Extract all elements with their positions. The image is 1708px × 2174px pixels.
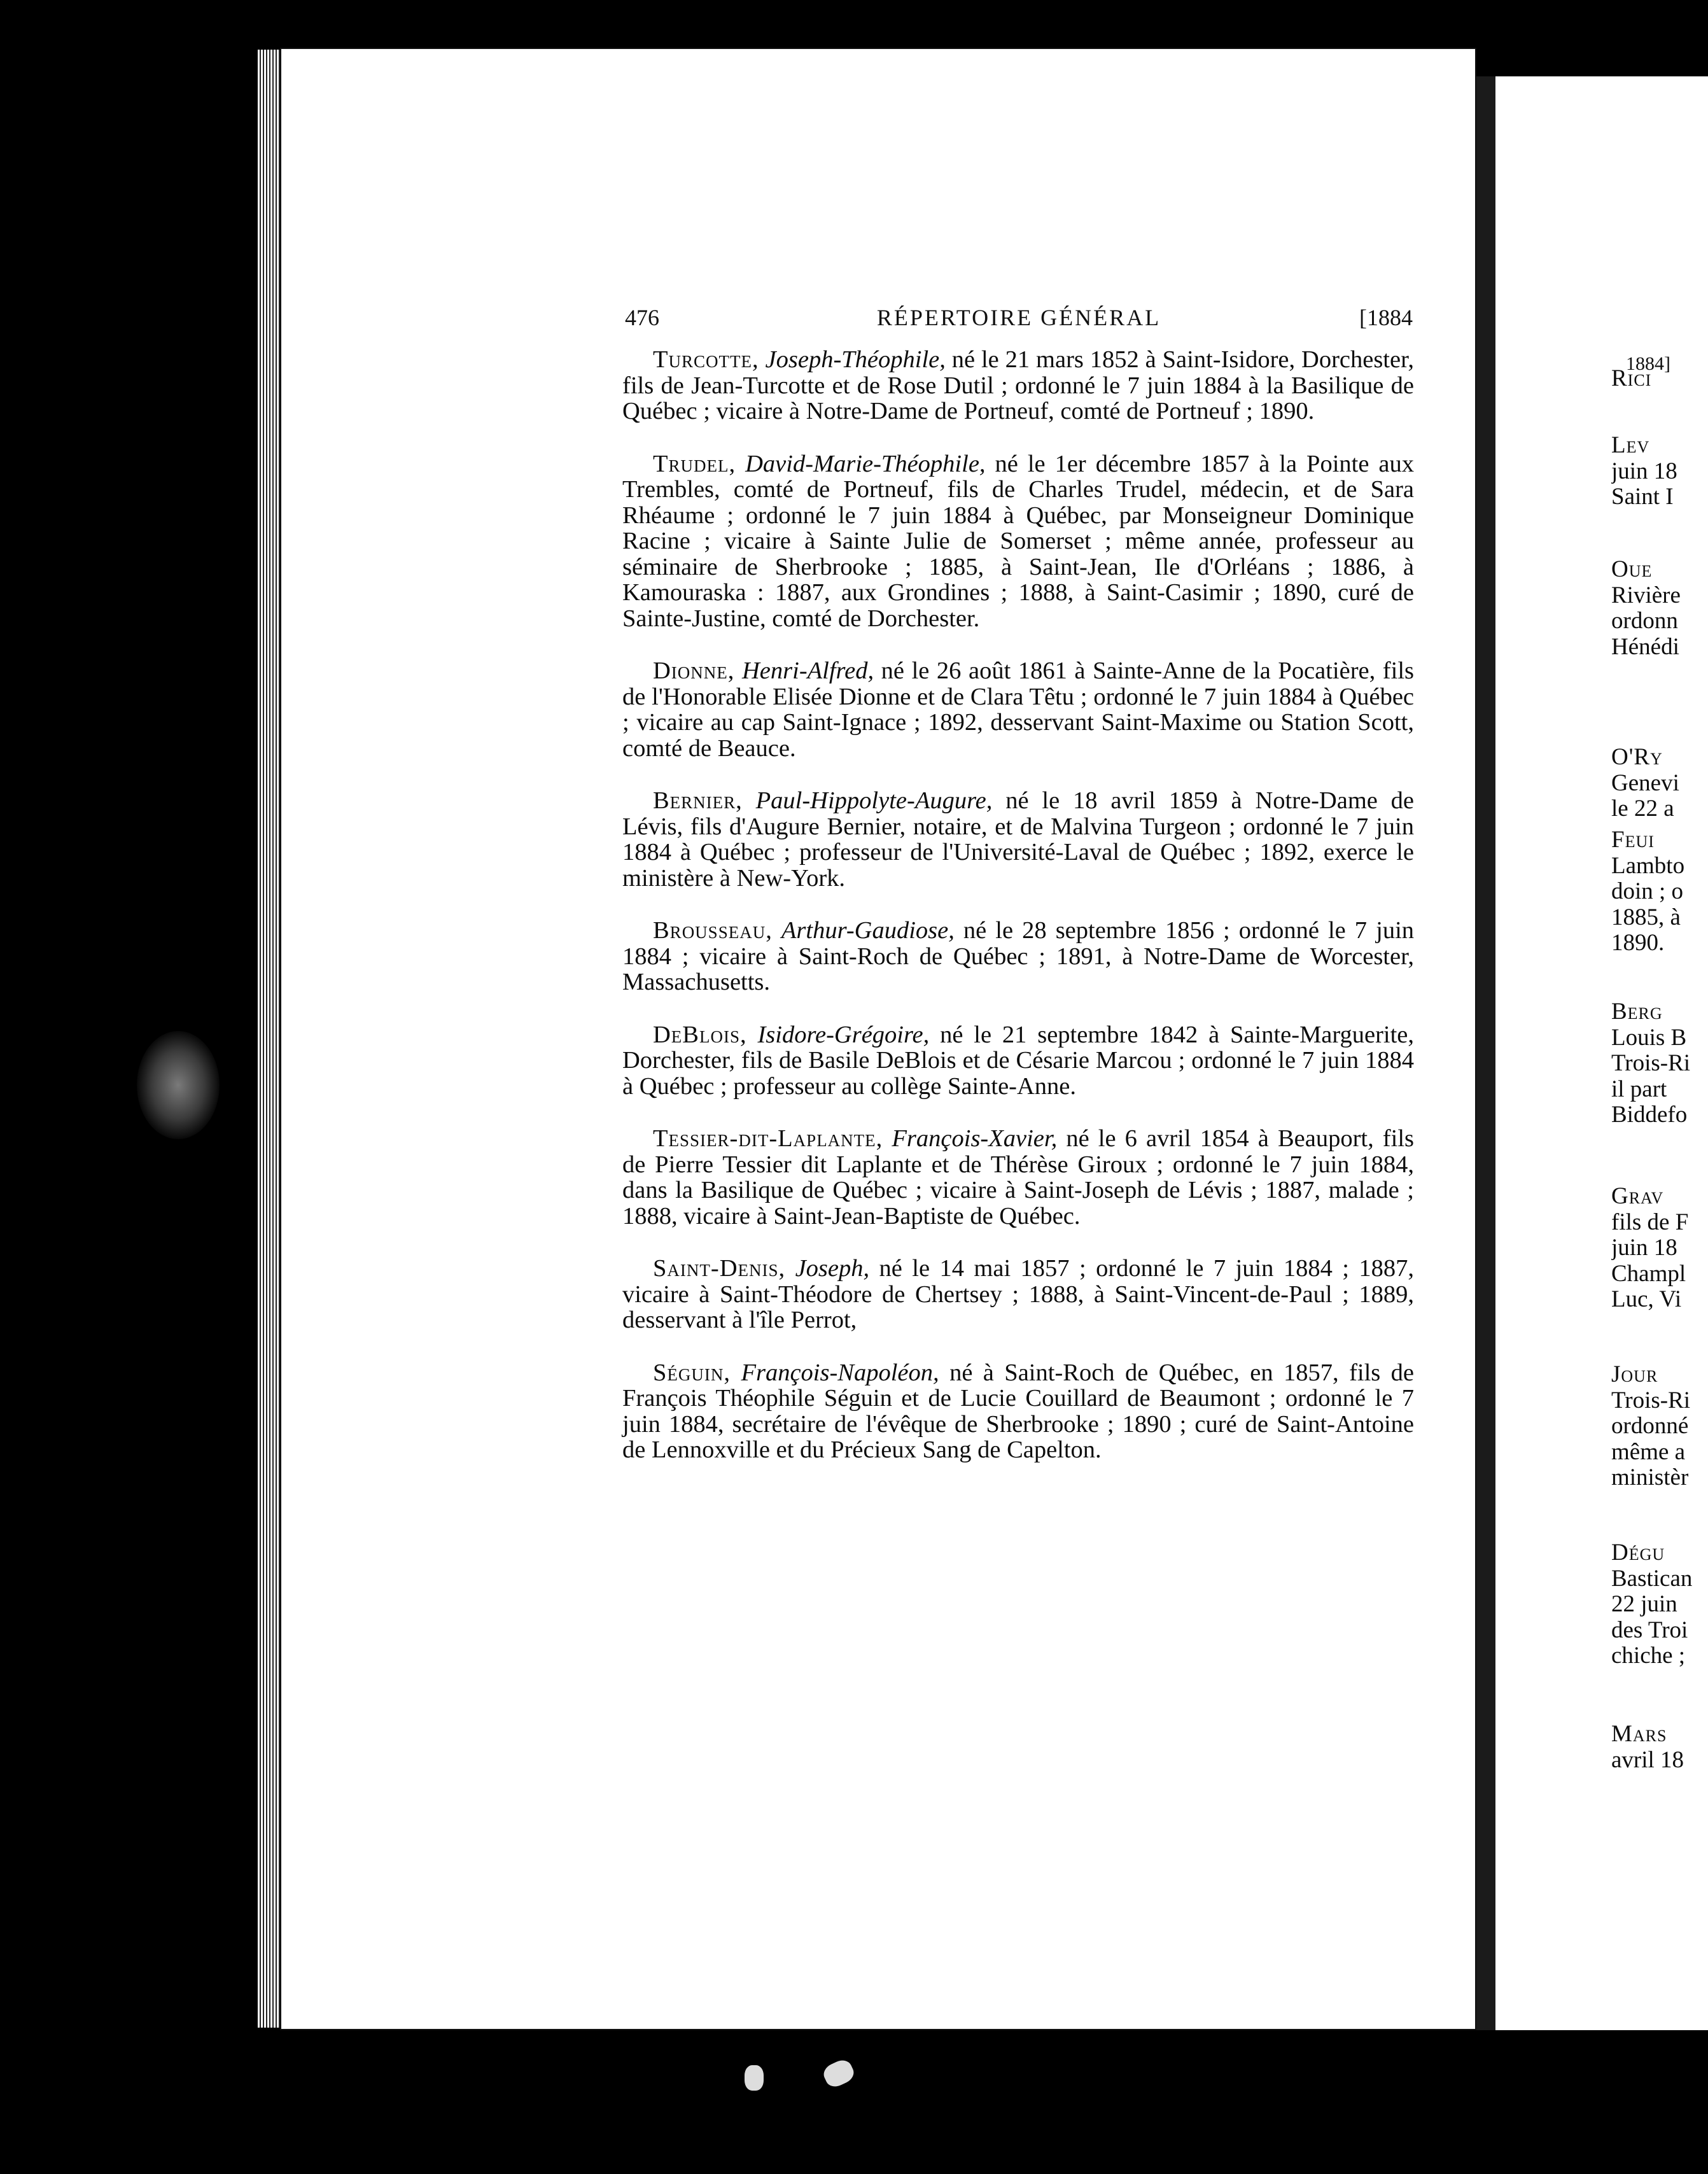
entry-text: né le 6 avril 1854 à Beauport, fils de Pierre Tessier dit Laplante et de Thérèse Giroux ; ordonné le 7 juin 1884, dans la Basilique de Québec ; vicaire à Saint-Joseph de Lévis ; 1887, malade ; 1888, vicaire à Saint-Jean-Baptiste de Québec. — [622, 1125, 1415, 1230]
fragment-line: Louis B — [1611, 1024, 1687, 1051]
fragment-line: ordonné — [1611, 1413, 1689, 1439]
entry-given-names: David-Marie-Théophile, — [745, 450, 986, 477]
right-fragment — [1611, 557, 1708, 660]
fragment-line: Rivière — [1611, 582, 1681, 608]
entry-given-names: Henri-Alfred, — [742, 657, 874, 684]
right-fragment — [1611, 999, 1708, 1128]
right-fragment — [1611, 1184, 1708, 1313]
entry-given-names: Arthur-Gaudiose, — [781, 917, 955, 944]
entry — [622, 918, 1414, 995]
fragment-line: Feui — [1611, 827, 1655, 853]
entry-text: né à Saint-Roch de Québec, en 1857, fils de François Théophile Séguin et de Lucie Couillard de Beaumont ; ordonné le 7 juin 1884, secrétaire de l'évêque de Sherbrooke ; 1890 ; curé de Saint-Antoine de Lennoxville et du Précieux Sang de Capelton. — [622, 1359, 1415, 1463]
fragment-line: Trois-Ri — [1611, 1050, 1691, 1076]
fragment-line: avril 18 — [1611, 1746, 1684, 1773]
bottom-smudge — [821, 2057, 857, 2090]
running-title: RÉPERTOIRE GÉNÉRAL — [876, 305, 1161, 330]
fragment-line: fils de F — [1611, 1209, 1689, 1235]
fragment-line: Berg — [1611, 999, 1663, 1025]
fragment-line: Jour — [1611, 1362, 1658, 1387]
entry-surname: Brousseau, — [653, 917, 773, 944]
fragment-line: des Troi — [1611, 1616, 1688, 1643]
right-fragment — [1611, 366, 1708, 392]
fragment-line: Hénédi — [1611, 633, 1679, 660]
fragment-line: même a — [1611, 1438, 1686, 1465]
fragment-line: Biddefo — [1611, 1102, 1688, 1128]
right-fragment — [1611, 745, 1708, 822]
entry-surname: Dionne, — [653, 657, 735, 684]
entry-given-names: Joseph, — [795, 1255, 870, 1282]
entry-given-names: François-Xavier, — [892, 1125, 1058, 1152]
header-year: [1884 — [1359, 305, 1413, 330]
fragment-line: 22 juin — [1611, 1591, 1677, 1617]
fragment-line: O'Ry — [1611, 745, 1663, 770]
entry-given-names: François-Napoléon, — [741, 1359, 939, 1386]
fragment-line: Trois-Ri — [1611, 1387, 1691, 1413]
entry-surname: Saint-Denis, — [653, 1255, 786, 1282]
right-fragment — [1611, 433, 1708, 510]
fragment-line: Dégu — [1611, 1540, 1665, 1566]
fragment-line: Oue — [1611, 557, 1653, 582]
fragment-line: ministèr — [1611, 1464, 1689, 1490]
entry — [622, 451, 1414, 632]
entry-surname: Bernier, — [653, 787, 743, 814]
fragment-line: Bastican — [1611, 1565, 1693, 1592]
entry-surname: Séguin, — [653, 1359, 731, 1386]
entry — [622, 658, 1414, 761]
bottom-smudge — [745, 2065, 764, 2091]
entry-surname: DeBlois, — [653, 1021, 747, 1048]
running-header — [625, 299, 1413, 337]
fragment-line: Luc, Vi — [1611, 1286, 1682, 1312]
entry-text: né le 1er décembre 1857 à la Pointe aux Trembles, comté de Portneuf, fils de Charles Trudel, médecin, et de Sara Rhéaume ; ordonné le 7 juin 1884 à Québec, par Monseigneur Dominique Racine ; vicaire à Sainte Julie de Somerset ; même année, professeur au séminaire de Sherbrooke ; 1885, à Saint-Jean, Ile d'Orléans ; 1886, à Kamouraska : 1887, aux Grondines ; 1888, à Saint-Casimir ; 1890, curé de Sainte-Justine, comté de Dorchester. — [622, 450, 1414, 632]
entry — [622, 1360, 1414, 1463]
fragment-line: Saint I — [1611, 484, 1674, 510]
right-fragment — [1611, 827, 1708, 957]
entry — [622, 347, 1414, 424]
fragment-line: 1890. — [1611, 930, 1665, 956]
entry-given-names: Paul-Hippolyte-Augure, — [755, 787, 993, 814]
fragment-line: doin ; o — [1611, 878, 1684, 904]
entry — [622, 1022, 1414, 1100]
fragment-line: 1885, à — [1611, 904, 1681, 930]
fragment-line: Rici — [1611, 366, 1652, 391]
right-fragment — [1611, 1362, 1708, 1491]
fragment-line: Mars — [1611, 1722, 1667, 1747]
right-fragment — [1611, 1722, 1708, 1773]
fragment-line: Lev — [1611, 433, 1650, 458]
page-number: 476 — [625, 305, 659, 330]
entry-surname: Tessier-dit-Laplante, — [653, 1125, 883, 1152]
fragment-line: Champl — [1611, 1260, 1686, 1287]
fragment-line: Genevi — [1611, 769, 1679, 796]
fragment-line: Grav — [1611, 1184, 1664, 1209]
entry-surname: Trudel, — [653, 450, 736, 477]
entry — [622, 1256, 1414, 1333]
fragment-line: juin 18 — [1611, 1235, 1677, 1261]
entry — [622, 1126, 1414, 1229]
entry — [622, 788, 1414, 891]
right-page-year: 1884] — [1626, 353, 1670, 374]
entry-text: né le 26 août 1861 à Sainte-Anne de la Pocatière, fils de l'Honorable Elisée Dionne et de Clara Têtu ; ordonné le 7 juin 1884 à Québec ; vicaire au cap Saint-Ignace ; 1892, desservant Saint-Maxime ou Station Scott, comté de Beauce. — [622, 657, 1414, 762]
fragment-line: ordonn — [1611, 608, 1678, 634]
fragment-line: il part — [1611, 1076, 1667, 1102]
entry-surname: Turcotte, — [653, 346, 759, 373]
entries-list — [622, 347, 1414, 1490]
entry-text: né le 14 mai 1857 ; ordonné le 7 juin 1884 ; 1887, vicaire à Saint-Théodore de Chertsey ; 1888, à Saint-Vincent-de-Paul ; 1889, desservant à l'île Perrot, — [622, 1255, 1414, 1333]
entry-text: né le 21 mars 1852 à Saint-Isidore, Dorchester, fils de Jean-Turcotte et de Rose Dutil ; ordonné le 7 juin 1884 à la Basilique de Québec ; vicaire à Notre-Dame de Portneuf, comté de Portneuf ; 1890. — [622, 346, 1414, 424]
entry-given-names: Isidore-Grégoire, — [757, 1021, 930, 1048]
fragment-line: Lambto — [1611, 852, 1685, 879]
light-glare — [137, 1031, 220, 1139]
fragment-line: juin 18 — [1611, 458, 1677, 484]
entry-text: né le 21 septembre 1842 à Sainte-Marguerite, Dorchester, fils de Basile DeBlois et de Césarie Marcou ; ordonné le 7 juin 1884 à Québec ; professeur au collège Sainte-Anne. — [622, 1021, 1415, 1100]
right-fragment — [1611, 1540, 1708, 1669]
entry-given-names: Joseph-Théophile, — [765, 346, 946, 373]
entry-text: né le 18 avril 1859 à Notre-Dame de Lévis, fils d'Augure Bernier, notaire, et de Malvina Turgeon ; ordonné le 7 juin 1884 à Québec ; professeur de l'Université-Laval de Québec ; 1892, exerce le ministère à New-York. — [622, 787, 1415, 892]
entry-text: né le 28 septembre 1856 ; ordonné le 7 juin 1884 ; vicaire à Saint-Roch de Québec ; 1891, à Notre-Dame de Worcester, Massachusetts. — [622, 917, 1415, 995]
fragment-line: chiche ; — [1611, 1643, 1686, 1669]
fragment-line: le 22 a — [1611, 796, 1674, 822]
